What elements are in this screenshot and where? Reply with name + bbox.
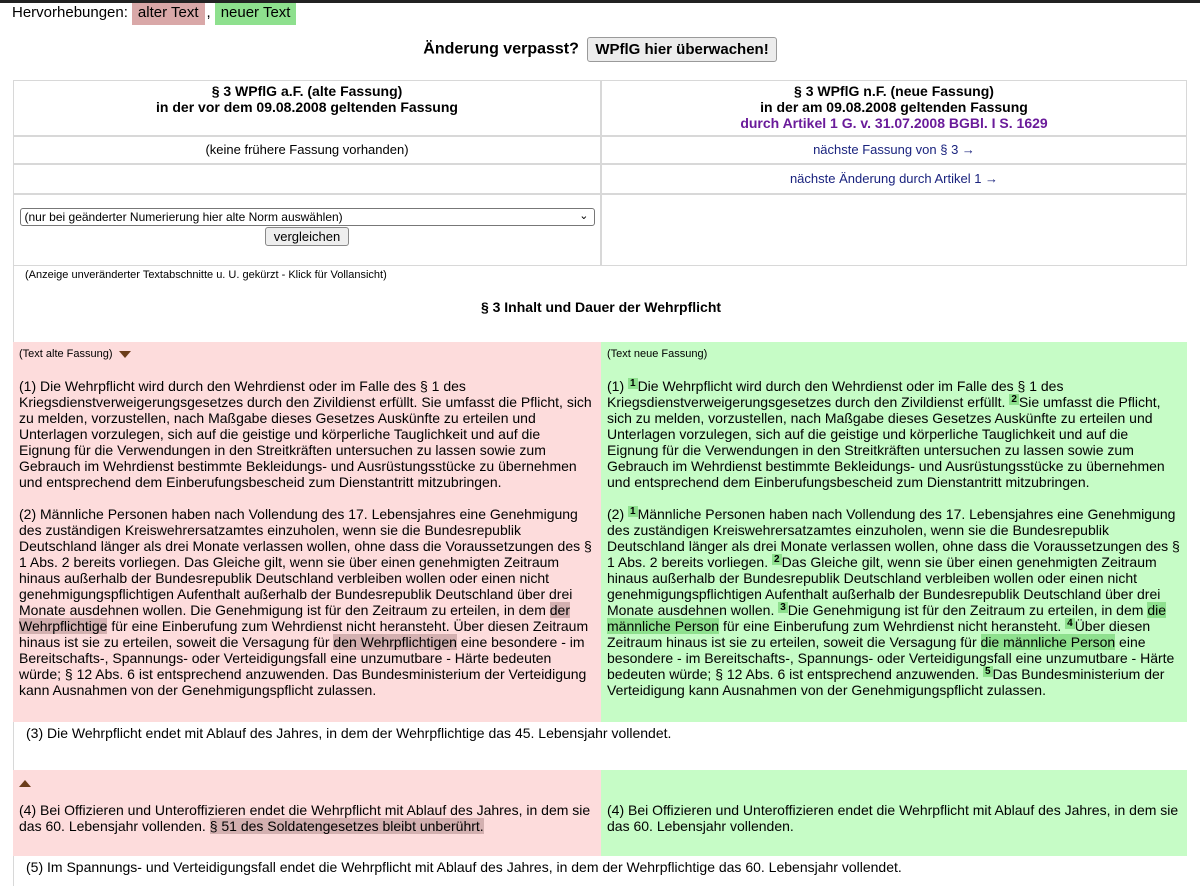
nav-row-2-empty [13, 164, 601, 194]
section-header [13, 266, 1187, 342]
old-text-cell-4 [13, 770, 601, 856]
header-old [13, 80, 601, 136]
new-text-cell [601, 342, 1187, 722]
next-version-link[interactable]: nächste Fassung von § 3 → [601, 136, 1187, 164]
caret-up-icon[interactable] [19, 780, 31, 787]
old-norm-select[interactable] [20, 208, 595, 226]
old-norm-select-wrap [20, 208, 595, 226]
highlight-legend [12, 3, 296, 27]
text-row-1-2 [13, 342, 1187, 722]
new-p2-text-d: für eine Einberufung zum Wehrdienst nicht heransteht. [719, 618, 1066, 634]
new-p2-text-a: Männliche Personen haben nach Vollendung des 17. Lebensjahres eine Genehmigung des zuständigen Kreiswehrersatzamtes einzuholen, wenn sie die Bundesrepublik Deutschland länger als drei Monate verlassen wollen, ohne dass die Voraussetzungen des § 1 Abs. 2 bereits vorliegen. [607, 506, 1180, 570]
sentence-number: 2 [774, 554, 780, 565]
new-p2-prefix: (2) [607, 506, 628, 522]
header-new-title: § 3 WPflG n.F. (neue Fassung) [794, 83, 994, 99]
compare-row [13, 194, 1187, 266]
compare-row-empty [601, 194, 1187, 266]
header-row [13, 80, 1187, 136]
header-new [601, 80, 1187, 136]
new-p2-text-e: Über diesen Zeitraum hinaus ist sie zu erteilen, soweit die Versagung für [607, 618, 1151, 650]
monitor-question: Änderung verpasst? [423, 40, 579, 58]
text-row-4 [13, 770, 1187, 856]
new-p2-highlight-2: die männliche Person [980, 634, 1116, 650]
new-p1-prefix: (1) [607, 378, 628, 394]
legend-new-text: neuer Text [215, 3, 297, 25]
monitor-bar [0, 37, 1200, 62]
header-new-sub: in der am 09.08.2008 geltenden Fassung [760, 99, 1028, 115]
old-p2-text-a: (2) Männliche Personen haben nach Vollendung des 17. Lebensjahres eine Genehmigung des zuständigen Kreiswehrersatzamtes einzuholen, wenn sie die Bundesrepublik Deutschland länger als drei Monate verlassen wollen, ohne dass die Voraussetzungen des § 1 Abs. 2 bereits vorliegen. Das Gleiche gilt, wenn sie über einen genehmigten Zeitraum hinaus außerhalb der Bundesrepublik Deutschland verbleiben wollen oder einen nicht genehmigungspflichtigen Aufenthalt außerhalb der Bundesrepublik Deutschland über drei Monate ausdehnen wollen. Die Genehmigung ist für den Zeitraum zu erteilen, in dem [19, 506, 592, 618]
new-text-label: (Text neue Fassung) [607, 348, 708, 360]
sentence-number: 1 [630, 378, 636, 389]
compare-button[interactable]: vergleichen [265, 227, 350, 246]
new-paragraph-4: (4) Bei Offizieren und Unteroffizieren endet die Wehrpflicht mit Ablauf des Jahres, in dem sie das 60. Lebensjahr vollenden. [607, 802, 1179, 834]
sentence-number: 4 [1067, 618, 1073, 629]
new-text-cell-4 [601, 770, 1187, 856]
old-text-label-row [19, 346, 595, 362]
new-p2-text-b: Das Gleiche gilt, wenn sie über einen genehmigten Zeitraum hinaus außerhalb der Bundesrepublik Deutschland verbleiben wollen oder einen nicht genehmigungspflichtigen Aufenthalt außerhalb der Bundesrepublik Deutschland über drei Monate ausdehnen wollen. [607, 554, 1161, 618]
old-paragraph-1: (1) Die Wehrpflicht wird durch den Wehrdienst oder im Falle des § 1 des Kriegsdienstverweigerungsgesetzes durch den Zivildienst erfüllt. Sie umfasst die Pflicht, sich zu melden, vorzustellen, nach Maßgabe dieses Gesetzes Auskünfte zu erteilen und Unterlagen vorzulegen, sich auf die geistige und körperliche Tauglichkeit und auf die Eignung für die Verwendungen in den Streitkräften untersuchen zu lassen sowie zum Gebrauch im Wehrdienst bestimmte Bekleidungs- und Ausrüstungsstücke zu übernehmen und entsprechend dem Einberufungsbescheid zum Dienstantritt mitzubringen. [19, 378, 592, 490]
nav-row-2 [13, 164, 1187, 194]
compare-form [13, 194, 601, 266]
new-p1-text-a: Die Wehrpflicht wird durch den Wehrdienst oder im Falle des § 1 des Kriegsdienstverweigerungsgesetzes durch den Zivildienst erfüllt. [607, 378, 1064, 410]
old-paragraph-2 [19, 506, 595, 698]
header-old-title: § 3 WPflG a.F. (alte Fassung) [211, 83, 403, 99]
old-p2-highlight-1: der Wehrpflichtige [19, 602, 570, 634]
old-p4-highlight: § 51 des Soldatengesetzes bleibt unberührt. [209, 818, 484, 834]
legend-old-text: alter Text [132, 3, 205, 25]
new-paragraph-2 [607, 506, 1181, 698]
new-p2-highlight-1: die männliche Person [607, 602, 1166, 634]
chevron-down-icon: ⌄ [579, 210, 589, 222]
new-paragraph-1 [607, 378, 1181, 490]
old-text-label: (Text alte Fassung) [19, 348, 113, 360]
legend-separator: , [206, 4, 211, 21]
unchanged-row-5 [13, 856, 1187, 886]
new-p2-text-c: Die Genehmigung ist für den Zeitraum zu erteilen, in dem [787, 602, 1148, 618]
nav-row-1 [13, 136, 1187, 164]
next-change-link[interactable]: nächste Änderung durch Artikel 1 → [601, 164, 1187, 194]
sentence-number: 2 [1011, 394, 1017, 405]
header-new-source: durch Artikel 1 G. v. 31.07.2008 BGBl. I S. 1629 [740, 115, 1048, 131]
old-p2-text-b: für eine Einberufung zum Wehrdienst nicht heransteht. Über diesen Zeitraum hinaus ist sie zu erteilen, soweit die Versagung für [19, 618, 589, 650]
old-p2-text-c: eine besondere - im Bereitschafts-, Spannungs- oder Verteidigungsfall eine unzumutbare - Härte bedeuten würde; § 12 Abs. 6 ist entsprechend anzuwenden. Das Bundesministerium der Verteidigung kann Ausnahmen von der Genehmigungspflicht zulassen. [19, 634, 587, 698]
paragraph-5: (5) Im Spannungs- und Verteidigungsfall endet die Wehrpflicht mit Ablauf des Jahres, in dem der Wehrpflichtige das 60. Lebensjahr vollendet. [26, 859, 902, 875]
legend-label: Hervorhebungen: [12, 4, 128, 21]
old-p4-text: (4) Bei Offizieren und Unteroffizieren endet die Wehrpflicht mit Ablauf des Jahres, in dem sie das 60. Lebensjahr vollenden. [19, 802, 591, 834]
old-p2-highlight-2: den Wehrpflichtigen [333, 634, 457, 650]
section-header-row [13, 266, 1187, 342]
new-p2-text-g: Das Bundesministerium der Verteidigung kann Ausnahmen von der Genehmigungspflicht zulassen. [607, 666, 1165, 698]
header-old-sub: in der vor dem 09.08.2008 geltenden Fassung [156, 99, 458, 115]
sentence-number: 5 [984, 666, 991, 677]
new-p2-text-f: eine besondere - im Bereitschafts-, Spannungs- oder Verteidigungsfall eine unzumutbare - Härte bedeuten würde; § 12 Abs. 6 ist entsprechend anzuwenden. [607, 634, 1175, 682]
caret-down-icon[interactable] [119, 351, 131, 358]
sentence-number: 1 [630, 506, 636, 517]
sentence-number: 3 [780, 602, 786, 613]
old-paragraph-4 [19, 802, 595, 834]
monitor-button[interactable]: WPflG hier überwachen! [587, 37, 776, 62]
old-text-cell [13, 342, 601, 722]
unchanged-row-3 [13, 722, 1187, 770]
new-p1-text-b: Sie umfasst die Pflicht, sich zu melden, vorzustellen, nach Maßgabe dieses Gesetzes Auskünfte zu erteilen und Unterlagen vorzulegen, sich auf die geistige und körperliche Tauglichkeit und auf die Eignung für die Verwendungen in den Streitkräften untersuchen zu lassen sowie zum Gebrauch im Wehrdienst bestimmte Bekleidungs- und Ausrüstungsstücke zu übernehmen und entsprechend dem Einberufungsbescheid zum Dienstantritt mitzubringen. [607, 394, 1165, 490]
shortened-note[interactable]: (Anzeige unveränderter Textabschnitte u. U. gekürzt - Klick für Vollansicht) [25, 269, 387, 281]
caret-up-row [19, 770, 595, 788]
no-previous-version: (keine frühere Fassung vorhanden) [13, 136, 601, 164]
paragraph-3: (3) Die Wehrpflicht endet mit Ablauf des Jahres, in dem der Wehrpflichtige das 45. Lebensjahr vollendet. [26, 725, 672, 741]
section-title: § 3 Inhalt und Dauer der Wehrpflicht [480, 299, 722, 315]
